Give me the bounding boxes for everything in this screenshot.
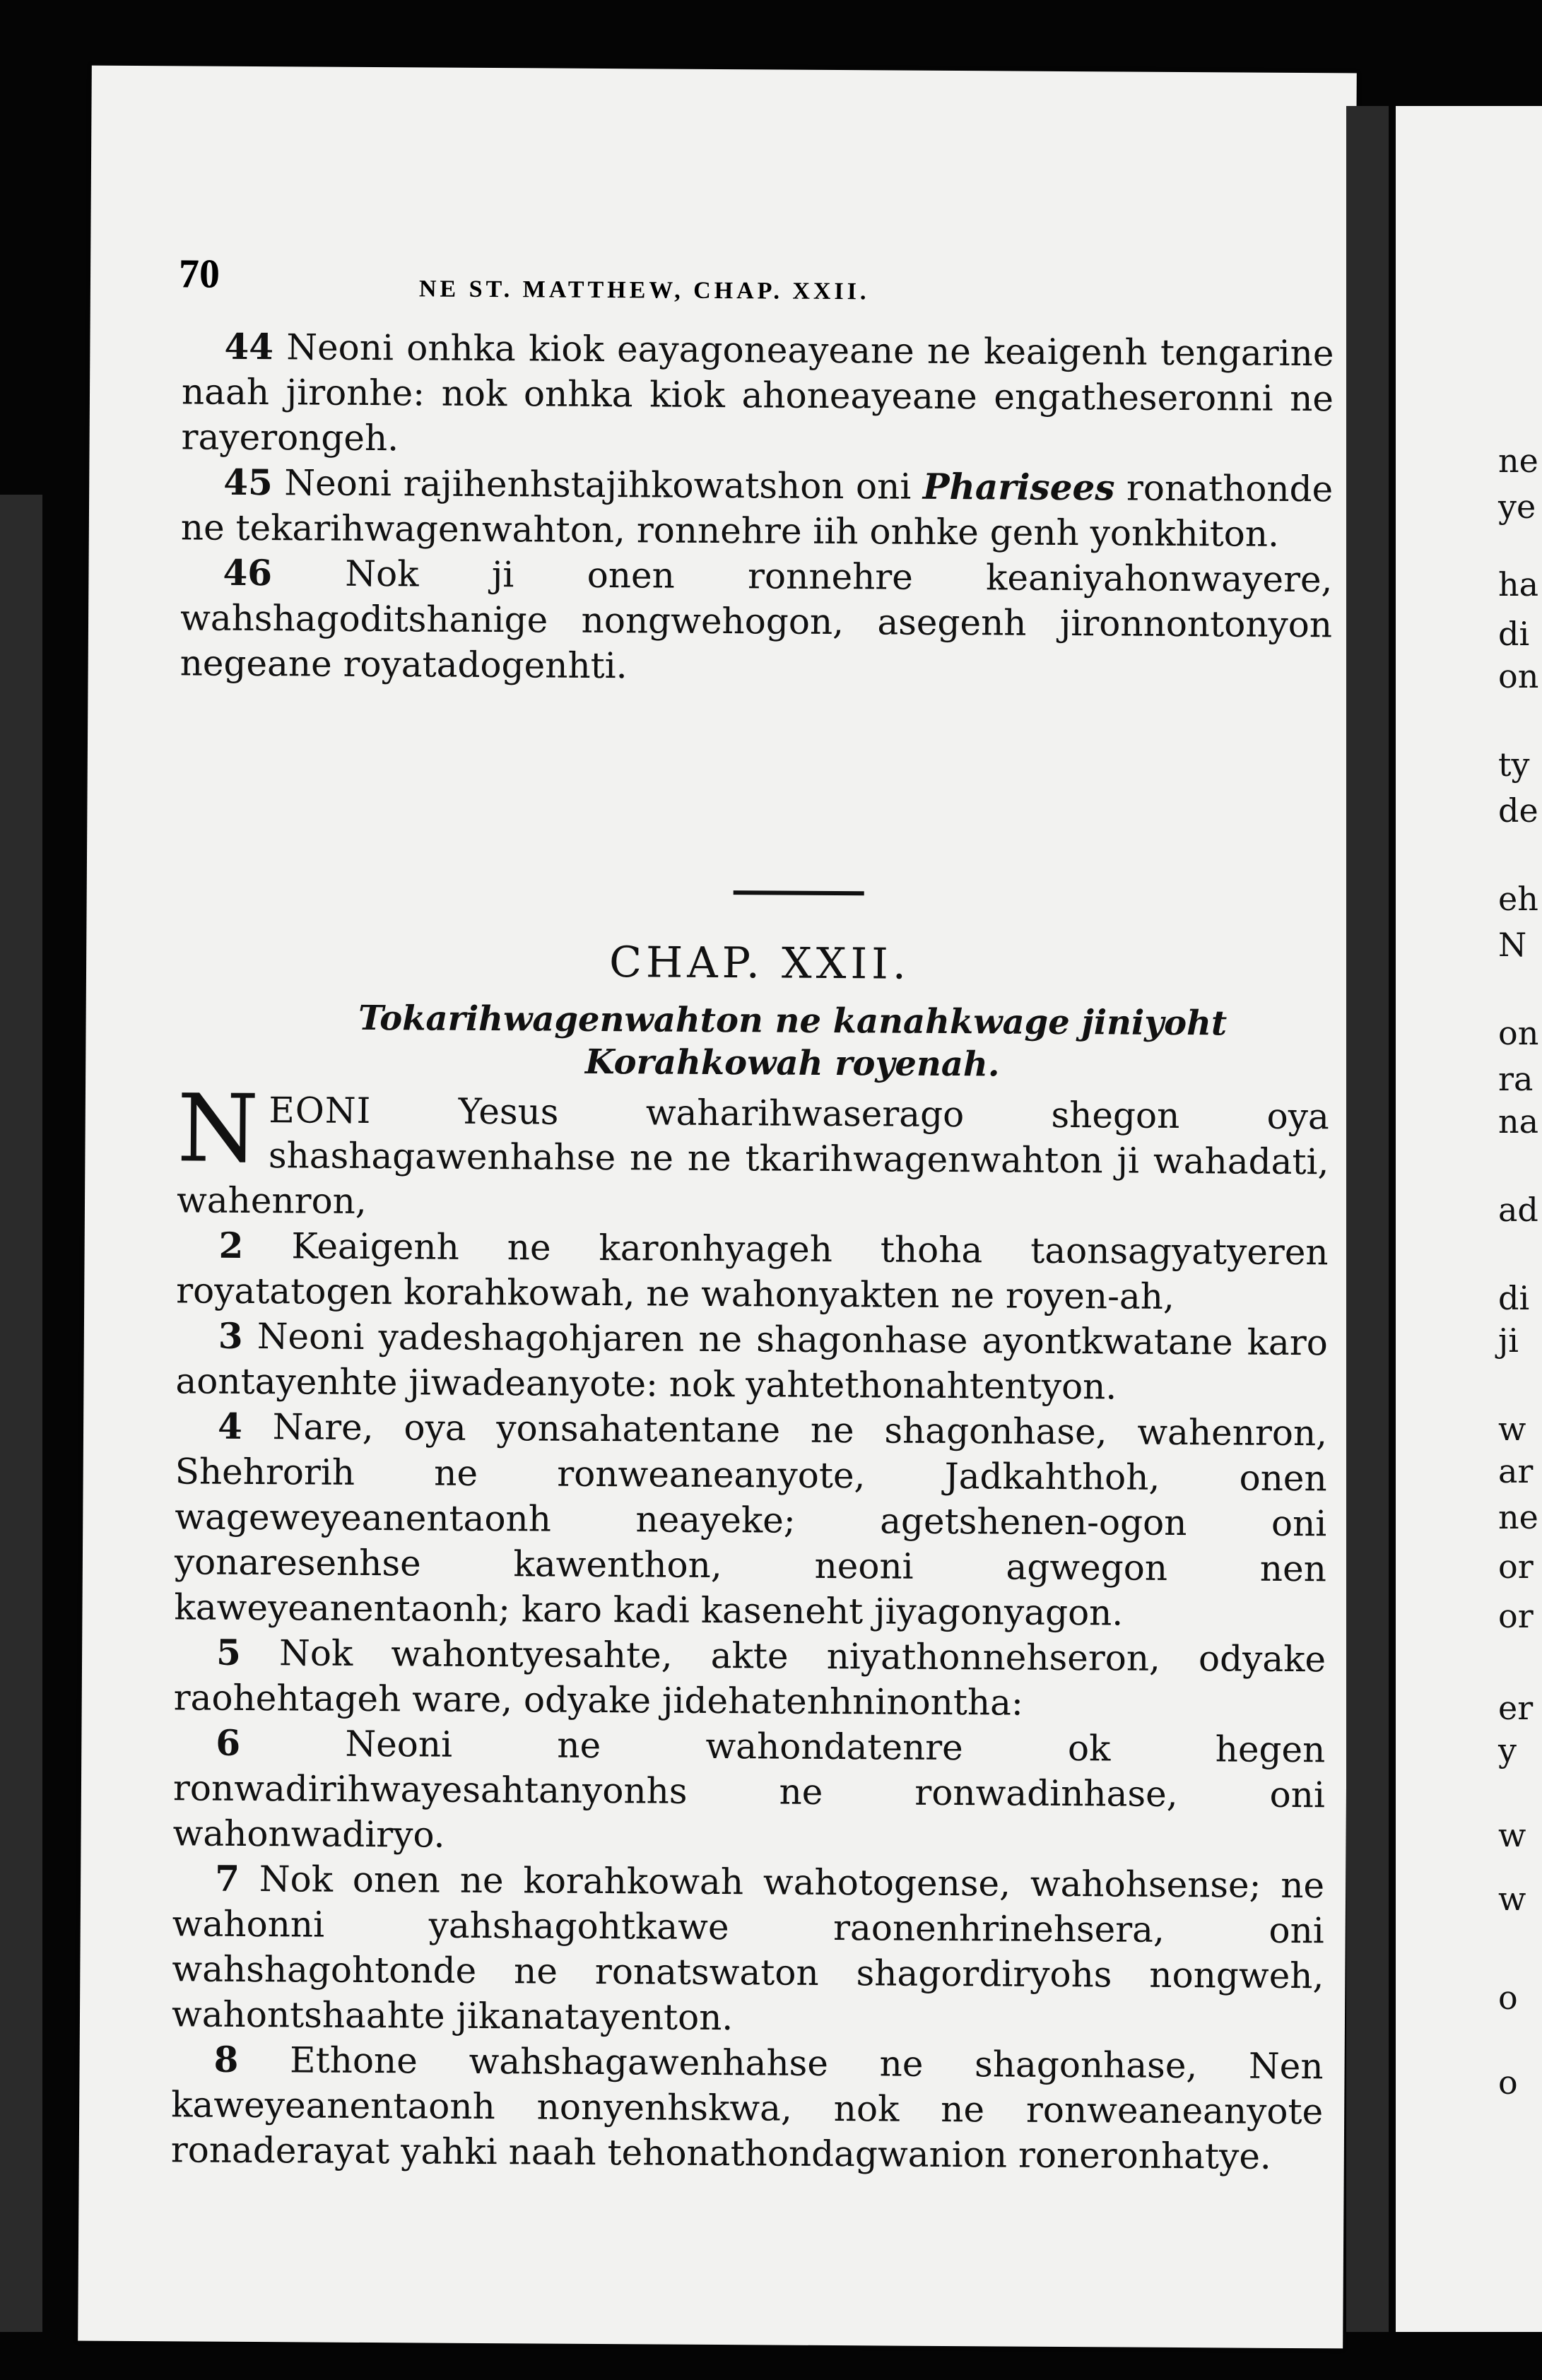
chapter-21-end (179, 324, 1334, 693)
facing-page-text: N (1498, 926, 1527, 964)
facing-page-text: de (1498, 791, 1538, 830)
facing-page-text: er (1498, 1689, 1534, 1727)
facing-page-text: on (1498, 657, 1539, 695)
verse-text: Neoni yadeshagohjaren ne shagonhase ayontkwatane karo aontayenhte jiwadeanyote: nok yahtethonahtentyon. (175, 1316, 1329, 1408)
section-divider (734, 890, 864, 895)
chapter-title: CHAP. XXII. (608, 938, 911, 989)
book-gutter (1346, 106, 1389, 2332)
book-page (78, 66, 1357, 2349)
facing-page-fragment (1396, 106, 1542, 2332)
facing-page-text: ji (1498, 1321, 1519, 1360)
chapter-22-body (170, 1074, 1329, 2179)
verse-4 (174, 1403, 1327, 1637)
verse-text: Neoni ne wahondatenre ok hegen ronwadirihwayesahtanyonhs ne ronwadinhase, oni wahonwadiryo. (172, 1723, 1326, 1856)
facing-page-text: o (1498, 2063, 1518, 2102)
facing-page-text: or (1498, 1597, 1534, 1635)
verse-number: 6 (216, 1721, 241, 1764)
verse-46 (179, 550, 1332, 693)
verse-2 (176, 1223, 1329, 1320)
verse-number: 8 (213, 2038, 239, 2080)
verse-text: Keaigenh ne karonhyageh thoha taonsagyatyeren royatatogen korahkowah, ne wahonyakten ne royen-ah, (176, 1225, 1329, 1317)
verse-text: ronathonde ne tekarihwagenwahton, ronnehre iih onhke genh yonkhiton. (180, 467, 1334, 555)
verse-text: Nare, oya yonsahatentane ne shagonhase, wahenron, Shehrorih ne ronweaneanyote, Jadkahthoh, onen wageweyeanentaonh neayeke; agetshenen-ogon oni yonaresenhse kawenthon, neoni agwegon nen kaweyeanentaonh; karo kadi kaseneht jiyagonyagon. (174, 1406, 1328, 1634)
verse-number: 45 (223, 461, 273, 504)
running-title: NE ST. MATTHEW, CHAP. XXII. (418, 276, 870, 305)
facing-page-text: ty (1498, 746, 1530, 784)
facing-page-text: di (1498, 615, 1530, 653)
facing-page-text: w (1498, 1410, 1526, 1448)
chapter-summary: Tokarihwagenwahton ne kanahkwage jiniyoht Korahkowah royenah. (358, 998, 1228, 1085)
verse-5 (174, 1630, 1326, 1727)
facing-page-text: di (1498, 1279, 1530, 1317)
verse-1 (176, 1074, 1329, 1230)
verse-number: 3 (218, 1314, 243, 1357)
facing-page-text: ha (1498, 565, 1539, 603)
verse-number: 7 (215, 1857, 240, 1899)
facing-page-text: ad (1498, 1191, 1538, 1229)
verse-italic-text: Pharisees (922, 465, 1115, 509)
facing-page-text: w (1498, 1816, 1526, 1854)
facing-page-text: na (1498, 1102, 1539, 1141)
verse-number: 44 (224, 325, 274, 368)
drop-cap: N (177, 1074, 259, 1184)
verse-44 (181, 324, 1334, 466)
verse-number: 5 (216, 1631, 242, 1673)
facing-page-text: ye (1498, 488, 1536, 526)
facing-page-text: y (1498, 1731, 1517, 1769)
verse-text: Neoni onhka kiok eayagoneayeane ne keaigenh tengarine naah jironhe: nok onhka kiok ahoneayeane engatheseronni ne rayerongeh. (181, 326, 1334, 459)
verse-7 (172, 1856, 1325, 2044)
page-number: 70 (178, 250, 220, 297)
verse-number: 4 (217, 1405, 243, 1447)
facing-page-text: or (1498, 1548, 1534, 1586)
verse-8 (171, 2037, 1324, 2179)
verse-number: 46 (223, 551, 273, 594)
verse-text: Yesus waharihwaserago shegon oya shashagawenhahse ne ne tkarihwagenwahton ji wahadati, wahenron, (176, 1090, 1329, 1222)
verse-text: Nok wahontyesahte, akte niyathonnehseron, odyake raohehtageh ware, odyake jidehatenhninontha: (173, 1632, 1326, 1724)
facing-page-text: o (1498, 1979, 1518, 2017)
verse-6 (172, 1720, 1325, 1863)
facing-page-text: ra (1498, 1060, 1534, 1098)
verse-number: 2 (218, 1224, 244, 1266)
verse-45 (181, 459, 1334, 557)
first-word: EONI (269, 1090, 372, 1132)
verse-3 (175, 1313, 1328, 1410)
verse-text: Ethone wahshagawenhahse ne shagonhase, Nen kaweyeanentaonh nonyenhskwa, nok ne ronweaneanyote ronaderayat yahki naah tehonathondagwanion roneronhatye. (170, 2039, 1324, 2177)
verse-text: Neoni rajihenhstajihkowatshon oni (284, 462, 924, 507)
facing-page-text: w (1498, 1880, 1526, 1918)
facing-page-text: ne (1498, 442, 1538, 480)
facing-page-text: on (1498, 1014, 1539, 1052)
book-left-edge (0, 495, 42, 2332)
verse-text: Nok onen ne korahkowah wahotogense, wahohsense; ne wahonni yahshagohtkawe raonenhrinehsera, oni wahshagohtonde ne ronatswaton shagordiryohs nongweh, wahontshaahte jikanatayenton. (171, 1858, 1325, 2039)
verse-text: Nok ji onen ronnehre keaniyahonwayere, wahshagoditshanige nongwehogon, asegenh jironnontonyon negeane royatadogenhti. (179, 553, 1333, 687)
facing-page-text: ar (1498, 1452, 1534, 1490)
facing-page-text: eh (1498, 880, 1538, 918)
facing-page-text: ne (1498, 1498, 1538, 1536)
